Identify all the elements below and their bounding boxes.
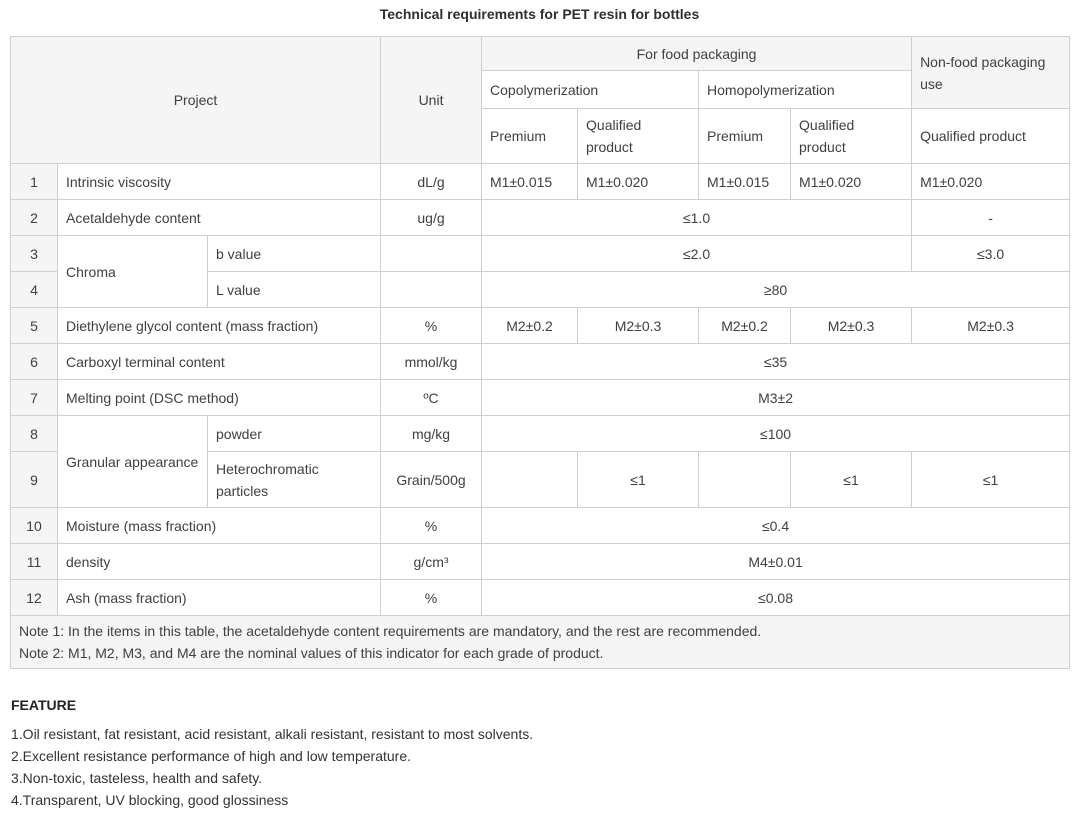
unit-cell: Grain/500g [381, 452, 482, 508]
note-line: Note 2: M1, M2, M3, and M4 are the nominal values of this indicator for each grade of product. [19, 645, 604, 661]
project-name: Melting point (DSC method) [58, 380, 381, 416]
value-cell: ≤0.4 [482, 508, 1070, 544]
value-cell [699, 452, 791, 508]
value-cell: ≤35 [482, 344, 1070, 380]
header-grade: Qualified product [912, 109, 1070, 164]
header-project: Project [11, 37, 381, 164]
value-cell: ≤1.0 [482, 200, 912, 236]
table-row [11, 508, 1070, 544]
project-name: Carboxyl terminal content [58, 344, 381, 380]
unit-cell [381, 272, 482, 308]
project-group-name: Chroma [58, 236, 208, 308]
table-row [11, 416, 1070, 452]
project-group-name: Granular appearance [58, 416, 208, 508]
project-name: Ash (mass fraction) [58, 580, 381, 616]
row-number: 4 [11, 272, 58, 308]
feature-item: 3.Non-toxic, tasteless, health and safety. [11, 770, 263, 786]
feature-section [10, 695, 1069, 811]
table-row [11, 164, 1070, 200]
unit-cell: mmol/kg [381, 344, 482, 380]
unit-cell: ºC [381, 380, 482, 416]
row-number: 6 [11, 344, 58, 380]
table-row [11, 308, 1070, 344]
header-copolymerization: Copolymerization [482, 71, 699, 109]
feature-item: 2.Excellent resistance performance of high and low temperature. [11, 748, 411, 764]
project-name: density [58, 544, 381, 580]
value-cell: M4±0.01 [482, 544, 1070, 580]
project-name: Intrinsic viscosity [58, 164, 381, 200]
value-cell: M1±0.015 [699, 164, 791, 200]
unit-cell: % [381, 580, 482, 616]
project-sub-name: L value [208, 272, 381, 308]
row-number: 10 [11, 508, 58, 544]
value-cell: ≤1 [912, 452, 1070, 508]
value-cell: M1±0.020 [912, 164, 1070, 200]
header-grade: Premium [699, 109, 791, 164]
feature-heading: FEATURE [11, 697, 77, 713]
value-cell: ≤1 [578, 452, 699, 508]
value-cell: M2±0.2 [699, 308, 791, 344]
header-row-1 [11, 37, 1070, 71]
unit-cell: mg/kg [381, 416, 482, 452]
header-grade: Qualified product [791, 109, 912, 164]
header-non-food-packaging: Non-food packaging use [912, 37, 1070, 109]
unit-cell: g/cm³ [381, 544, 482, 580]
unit-cell: % [381, 308, 482, 344]
value-cell: M1±0.020 [791, 164, 912, 200]
value-cell: M1±0.015 [482, 164, 578, 200]
value-cell: ≥80 [482, 272, 1070, 308]
value-cell: ≤1 [791, 452, 912, 508]
header-unit: Unit [381, 37, 482, 164]
header-grade: Premium [482, 109, 578, 164]
note-line: Note 1: In the items in this table, the acetaldehyde content requirements are mandatory, and the rest are recommended. [19, 623, 762, 639]
table-row [11, 580, 1070, 616]
value-cell: M2±0.3 [912, 308, 1070, 344]
row-number: 12 [11, 580, 58, 616]
feature-item: 4.Transparent, UV blocking, good glossiness [11, 792, 289, 808]
header-grade: Qualified product [578, 109, 699, 164]
row-number: 2 [11, 200, 58, 236]
value-cell: ≤2.0 [482, 236, 912, 272]
project-sub-name: powder [208, 416, 381, 452]
row-number: 9 [11, 452, 58, 508]
value-cell: ≤0.08 [482, 580, 1070, 616]
unit-cell: dL/g [381, 164, 482, 200]
unit-cell: % [381, 508, 482, 544]
feature-list [11, 723, 1069, 811]
value-cell: M2±0.3 [791, 308, 912, 344]
value-cell: ≤100 [482, 416, 1070, 452]
value-cell: M2±0.3 [578, 308, 699, 344]
row-number: 5 [11, 308, 58, 344]
table-row [11, 236, 1070, 272]
table-row [11, 200, 1070, 236]
spec-table [10, 36, 1070, 669]
header-food-packaging: For food packaging [482, 37, 912, 71]
value-cell: - [912, 200, 1070, 236]
project-sub-name: Heterochromatic particles [208, 452, 381, 508]
feature-item: 1.Oil resistant, fat resistant, acid resistant, alkali resistant, resistant to most solvents. [11, 726, 534, 742]
project-name: Acetaldehyde content [58, 200, 381, 236]
row-number: 1 [11, 164, 58, 200]
value-cell: ≤3.0 [912, 236, 1070, 272]
notes-cell [11, 616, 1070, 669]
table-row [11, 344, 1070, 380]
value-cell [482, 452, 578, 508]
row-number: 11 [11, 544, 58, 580]
row-number: 8 [11, 416, 58, 452]
value-cell: M1±0.020 [578, 164, 699, 200]
header-homopolymerization: Homopolymerization [699, 71, 912, 109]
row-number: 3 [11, 236, 58, 272]
table-row [11, 544, 1070, 580]
value-cell: M2±0.2 [482, 308, 578, 344]
notes-row [11, 616, 1070, 669]
unit-cell [381, 236, 482, 272]
project-sub-name: b value [208, 236, 381, 272]
project-name: Moisture (mass fraction) [58, 508, 381, 544]
table-row [11, 380, 1070, 416]
value-cell: M3±2 [482, 380, 1070, 416]
project-name: Diethylene glycol content (mass fraction) [58, 308, 381, 344]
row-number: 7 [11, 380, 58, 416]
page-title: Technical requirements for PET resin for bottles [379, 6, 700, 22]
unit-cell: ug/g [381, 200, 482, 236]
